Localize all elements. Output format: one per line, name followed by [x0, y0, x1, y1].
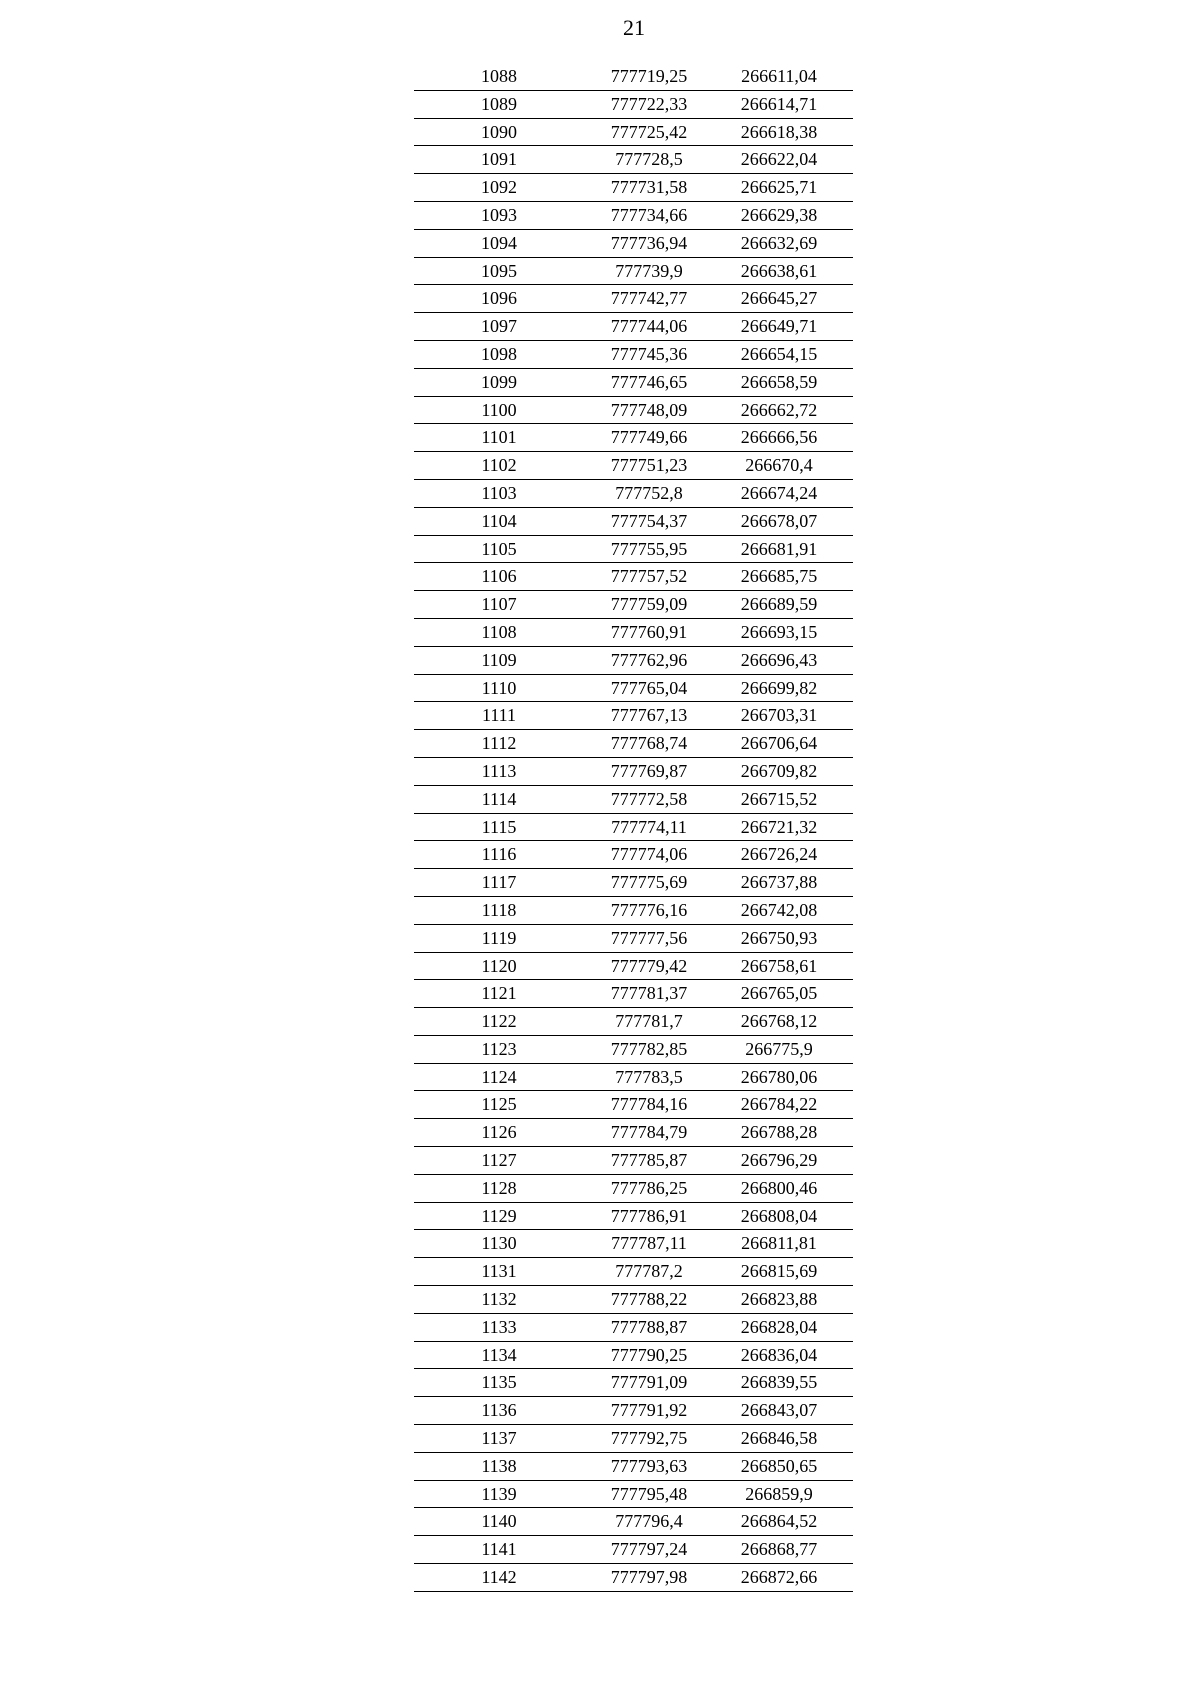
- point-number-cell: 1127: [481, 1150, 517, 1171]
- point-number-cell: 1099: [481, 371, 517, 392]
- table-row: [414, 1425, 853, 1453]
- x-coordinate-cell: 777746,65: [610, 371, 688, 392]
- x-coordinate-cell: 777774,11: [611, 816, 687, 837]
- point-number-cell: 1120: [481, 955, 517, 976]
- x-coordinate-cell: 777782,85: [610, 1038, 688, 1059]
- point-number-cell: 1105: [481, 538, 517, 559]
- point-number-cell: 1128: [481, 1177, 517, 1198]
- y-coordinate-cell: 266670,4: [745, 455, 813, 476]
- point-number-cell: 1101: [481, 427, 517, 448]
- y-coordinate-cell: 266645,27: [740, 288, 818, 309]
- x-coordinate-cell: 777769,87: [610, 760, 688, 781]
- y-coordinate-cell: 266693,15: [740, 621, 818, 642]
- point-number-cell: 1100: [481, 399, 517, 420]
- point-number-cell: 1117: [481, 872, 517, 893]
- y-coordinate-cell: 266709,82: [740, 760, 818, 781]
- y-coordinate-cell: 266839,55: [740, 1372, 818, 1393]
- point-number-cell: 1096: [481, 288, 517, 309]
- table-row: [414, 285, 853, 313]
- x-coordinate-cell: 777795,48: [610, 1483, 688, 1504]
- table-row: [414, 1008, 853, 1036]
- table-row: [414, 758, 853, 786]
- x-coordinate-cell: 777783,5: [615, 1066, 683, 1087]
- x-coordinate-cell: 777765,04: [610, 677, 688, 698]
- x-coordinate-cell: 777742,77: [610, 288, 688, 309]
- x-coordinate-cell: 777768,74: [610, 733, 688, 754]
- x-coordinate-cell: 777774,06: [610, 844, 688, 865]
- table-row: [414, 814, 853, 842]
- point-number-cell: 1116: [481, 844, 517, 865]
- x-coordinate-cell: 777752,8: [615, 482, 683, 503]
- point-number-cell: 1111: [482, 705, 516, 726]
- y-coordinate-cell: 266654,15: [740, 343, 818, 364]
- y-coordinate-cell: 266666,56: [740, 427, 818, 448]
- x-coordinate-cell: 777775,69: [610, 872, 688, 893]
- point-number-cell: 1094: [481, 232, 517, 253]
- table-row: [414, 1564, 853, 1592]
- y-coordinate-cell: 266737,88: [740, 872, 818, 893]
- y-coordinate-cell: 266828,04: [740, 1316, 818, 1337]
- table-row: [414, 424, 853, 452]
- y-coordinate-cell: 266868,77: [740, 1539, 818, 1560]
- x-coordinate-cell: 777767,13: [610, 705, 688, 726]
- x-coordinate-cell: 777793,63: [610, 1455, 688, 1476]
- point-number-cell: 1098: [481, 343, 517, 364]
- x-coordinate-cell: 777754,37: [610, 510, 688, 531]
- point-number-cell: 1132: [481, 1289, 517, 1310]
- point-number-cell: 1088: [481, 66, 517, 86]
- y-coordinate-cell: 266658,59: [740, 371, 818, 392]
- table-row: [414, 313, 853, 341]
- table-row: [414, 91, 853, 119]
- y-coordinate-cell: 266808,04: [740, 1205, 818, 1226]
- point-number-cell: 1124: [481, 1066, 517, 1087]
- y-coordinate-cell: 266811,81: [741, 1233, 817, 1254]
- x-coordinate-cell: 777722,33: [610, 93, 688, 114]
- y-coordinate-cell: 266768,12: [740, 1011, 818, 1032]
- point-number-cell: 1110: [481, 677, 517, 698]
- table-row: [414, 146, 853, 174]
- x-coordinate-cell: 777731,58: [610, 177, 688, 198]
- x-coordinate-cell: 777785,87: [610, 1150, 688, 1171]
- point-number-cell: 1141: [481, 1539, 517, 1560]
- point-number-cell: 1138: [481, 1455, 517, 1476]
- x-coordinate-cell: 777719,25: [610, 66, 688, 86]
- y-coordinate-cell: 266685,75: [740, 566, 818, 587]
- table-row: [414, 1230, 853, 1258]
- y-coordinate-cell: 266765,05: [740, 983, 818, 1004]
- x-coordinate-cell: 777739,9: [615, 260, 683, 281]
- table-row: [414, 563, 853, 591]
- x-coordinate-cell: 777725,42: [610, 121, 688, 142]
- table-row: [414, 1203, 853, 1231]
- y-coordinate-cell: 266696,43: [740, 649, 818, 670]
- y-coordinate-cell: 266758,61: [740, 955, 818, 976]
- y-coordinate-cell: 266800,46: [740, 1177, 818, 1198]
- y-coordinate-cell: 266699,82: [740, 677, 818, 698]
- table-row: [414, 480, 853, 508]
- y-coordinate-cell: 266784,22: [740, 1094, 818, 1115]
- table-row: [414, 591, 853, 619]
- table-row: [414, 119, 853, 147]
- table-row: [414, 1369, 853, 1397]
- y-coordinate-cell: 266632,69: [740, 232, 818, 253]
- point-number-cell: 1140: [481, 1511, 517, 1532]
- point-number-cell: 1097: [481, 316, 517, 337]
- x-coordinate-cell: 777777,56: [610, 927, 688, 948]
- y-coordinate-cell: 266614,71: [740, 93, 818, 114]
- x-coordinate-cell: 777776,16: [610, 899, 688, 920]
- point-number-cell: 1095: [481, 260, 517, 281]
- table-row: [414, 230, 853, 258]
- page-number: 21: [623, 15, 645, 40]
- point-number-cell: 1112: [481, 733, 517, 754]
- y-coordinate-cell: 266649,71: [740, 316, 818, 337]
- x-coordinate-cell: 777792,75: [610, 1428, 688, 1449]
- y-coordinate-cell: 266678,07: [740, 510, 818, 531]
- y-coordinate-cell: 266872,66: [740, 1567, 818, 1588]
- y-coordinate-cell: 266796,29: [740, 1150, 818, 1171]
- table-row: [414, 897, 853, 925]
- y-coordinate-cell: 266850,65: [740, 1455, 818, 1476]
- table-row: [414, 508, 853, 536]
- table-row: [414, 1091, 853, 1119]
- x-coordinate-cell: 777797,24: [610, 1539, 688, 1560]
- point-number-cell: 1129: [481, 1205, 517, 1226]
- x-coordinate-cell: 777796,4: [615, 1511, 683, 1532]
- point-number-cell: 1118: [481, 899, 517, 920]
- point-number-cell: 1135: [481, 1372, 517, 1393]
- point-number-cell: 1089: [481, 93, 517, 114]
- table-row: [414, 647, 853, 675]
- x-coordinate-cell: 777760,91: [610, 621, 688, 642]
- x-coordinate-cell: 777787,2: [615, 1261, 683, 1282]
- x-coordinate-cell: 777788,22: [610, 1289, 688, 1310]
- point-number-cell: 1134: [481, 1344, 517, 1365]
- table-row: [414, 786, 853, 814]
- x-coordinate-cell: 777759,09: [610, 594, 688, 615]
- table-row: [414, 869, 853, 897]
- point-number-cell: 1102: [481, 455, 517, 476]
- table-row: [414, 1036, 853, 1064]
- table-row: [414, 1342, 853, 1370]
- y-coordinate-cell: 266775,9: [745, 1038, 813, 1059]
- table-row: [414, 1314, 853, 1342]
- y-coordinate-cell: 266780,06: [740, 1066, 818, 1087]
- table-row: [414, 1481, 853, 1509]
- point-number-cell: 1104: [481, 510, 517, 531]
- point-number-cell: 1122: [481, 1011, 517, 1032]
- y-coordinate-cell: 266689,59: [740, 594, 818, 615]
- x-coordinate-cell: 777784,79: [610, 1122, 688, 1143]
- point-number-cell: 1137: [481, 1428, 517, 1449]
- y-coordinate-cell: 266638,61: [740, 260, 818, 281]
- y-coordinate-cell: 266843,07: [740, 1400, 818, 1421]
- table-row: [414, 980, 853, 1008]
- table-row: [414, 730, 853, 758]
- y-coordinate-cell: 266750,93: [740, 927, 818, 948]
- point-number-cell: 1106: [481, 566, 517, 587]
- point-number-cell: 1109: [481, 649, 517, 670]
- point-number-cell: 1130: [481, 1233, 517, 1254]
- x-coordinate-cell: 777781,7: [615, 1011, 683, 1032]
- table-row: [414, 174, 853, 202]
- table-row: [414, 397, 853, 425]
- table-row: [414, 1119, 853, 1147]
- x-coordinate-cell: 777790,25: [610, 1344, 688, 1365]
- point-number-cell: 1113: [481, 760, 517, 781]
- x-coordinate-cell: 777728,5: [615, 149, 683, 170]
- y-coordinate-cell: 266864,52: [740, 1511, 818, 1532]
- y-coordinate-cell: 266726,24: [740, 844, 818, 865]
- x-coordinate-cell: 777788,87: [610, 1316, 688, 1337]
- point-number-cell: 1136: [481, 1400, 517, 1421]
- table-row: [414, 1508, 853, 1536]
- x-coordinate-cell: 777786,25: [610, 1177, 688, 1198]
- table-row: [414, 202, 853, 230]
- table-row: [414, 1175, 853, 1203]
- point-number-cell: 1123: [481, 1038, 517, 1059]
- y-coordinate-cell: 266674,24: [740, 482, 818, 503]
- point-number-cell: 1139: [481, 1483, 517, 1504]
- table-row: [414, 702, 853, 730]
- table-row: [414, 953, 853, 981]
- point-number-cell: 1093: [481, 204, 517, 225]
- x-coordinate-cell: 777751,23: [610, 455, 688, 476]
- table-row: [414, 841, 853, 869]
- point-number-cell: 1103: [481, 482, 517, 503]
- x-coordinate-cell: 777791,92: [610, 1400, 688, 1421]
- point-number-cell: 1126: [481, 1122, 517, 1143]
- point-number-cell: 1131: [481, 1261, 517, 1282]
- x-coordinate-cell: 777784,16: [610, 1094, 688, 1115]
- table-row: [414, 452, 853, 480]
- table-row: [414, 1397, 853, 1425]
- y-coordinate-cell: 266823,88: [740, 1289, 818, 1310]
- x-coordinate-cell: 777797,98: [610, 1567, 688, 1588]
- table-row: [414, 1147, 853, 1175]
- x-coordinate-cell: 777748,09: [610, 399, 688, 420]
- table-row: [414, 1286, 853, 1314]
- y-coordinate-cell: 266618,38: [740, 121, 818, 142]
- x-coordinate-cell: 777791,09: [610, 1372, 688, 1393]
- point-number-cell: 1115: [481, 816, 517, 837]
- y-coordinate-cell: 266681,91: [740, 538, 818, 559]
- point-number-cell: 1142: [481, 1567, 517, 1588]
- point-number-cell: 1107: [481, 594, 517, 615]
- y-coordinate-cell: 266846,58: [740, 1428, 818, 1449]
- x-coordinate-cell: 777757,52: [610, 566, 688, 587]
- x-coordinate-cell: 777745,36: [610, 343, 688, 364]
- x-coordinate-cell: 777736,94: [610, 232, 688, 253]
- x-coordinate-cell: 777772,58: [610, 788, 688, 809]
- table-row: [414, 341, 853, 369]
- point-number-cell: 1125: [481, 1094, 517, 1115]
- y-coordinate-cell: 266662,72: [740, 399, 818, 420]
- x-coordinate-cell: 777781,37: [610, 983, 688, 1004]
- y-coordinate-cell: 266859,9: [745, 1483, 813, 1504]
- x-coordinate-cell: 777749,66: [610, 427, 688, 448]
- y-coordinate-cell: 266721,32: [740, 816, 818, 837]
- table-row: [414, 619, 853, 647]
- table-row: [414, 675, 853, 703]
- x-coordinate-cell: 777744,06: [610, 316, 688, 337]
- table-row: [414, 63, 853, 91]
- y-coordinate-cell: 266815,69: [740, 1261, 818, 1282]
- point-number-cell: 1133: [481, 1316, 517, 1337]
- table-row: [414, 258, 853, 286]
- x-coordinate-cell: 777787,11: [611, 1233, 687, 1254]
- y-coordinate-cell: 266611,04: [741, 66, 817, 86]
- point-number-cell: 1090: [481, 121, 517, 142]
- x-coordinate-cell: 777755,95: [610, 538, 688, 559]
- table-row: [414, 1258, 853, 1286]
- y-coordinate-cell: 266836,04: [740, 1344, 818, 1365]
- x-coordinate-cell: 777779,42: [610, 955, 688, 976]
- y-coordinate-cell: 266629,38: [740, 204, 818, 225]
- table-row: [414, 1453, 853, 1481]
- point-number-cell: 1114: [481, 788, 517, 809]
- point-number-cell: 1119: [481, 927, 517, 948]
- y-coordinate-cell: 266742,08: [740, 899, 818, 920]
- table-row: [414, 536, 853, 564]
- x-coordinate-cell: 777762,96: [610, 649, 688, 670]
- point-number-cell: 1091: [481, 149, 517, 170]
- table-row: [414, 1536, 853, 1564]
- y-coordinate-cell: 266788,28: [740, 1122, 818, 1143]
- table-row: [414, 1064, 853, 1092]
- table-row: [414, 925, 853, 953]
- coordinates-table: [414, 63, 853, 1592]
- y-coordinate-cell: 266706,64: [740, 733, 818, 754]
- x-coordinate-cell: 777786,91: [610, 1205, 688, 1226]
- y-coordinate-cell: 266625,71: [740, 177, 818, 198]
- point-number-cell: 1092: [481, 177, 517, 198]
- table-row: [414, 369, 853, 397]
- y-coordinate-cell: 266715,52: [740, 788, 818, 809]
- point-number-cell: 1108: [481, 621, 517, 642]
- point-number-cell: 1121: [481, 983, 517, 1004]
- y-coordinate-cell: 266622,04: [740, 149, 818, 170]
- y-coordinate-cell: 266703,31: [740, 705, 818, 726]
- x-coordinate-cell: 777734,66: [610, 204, 688, 225]
